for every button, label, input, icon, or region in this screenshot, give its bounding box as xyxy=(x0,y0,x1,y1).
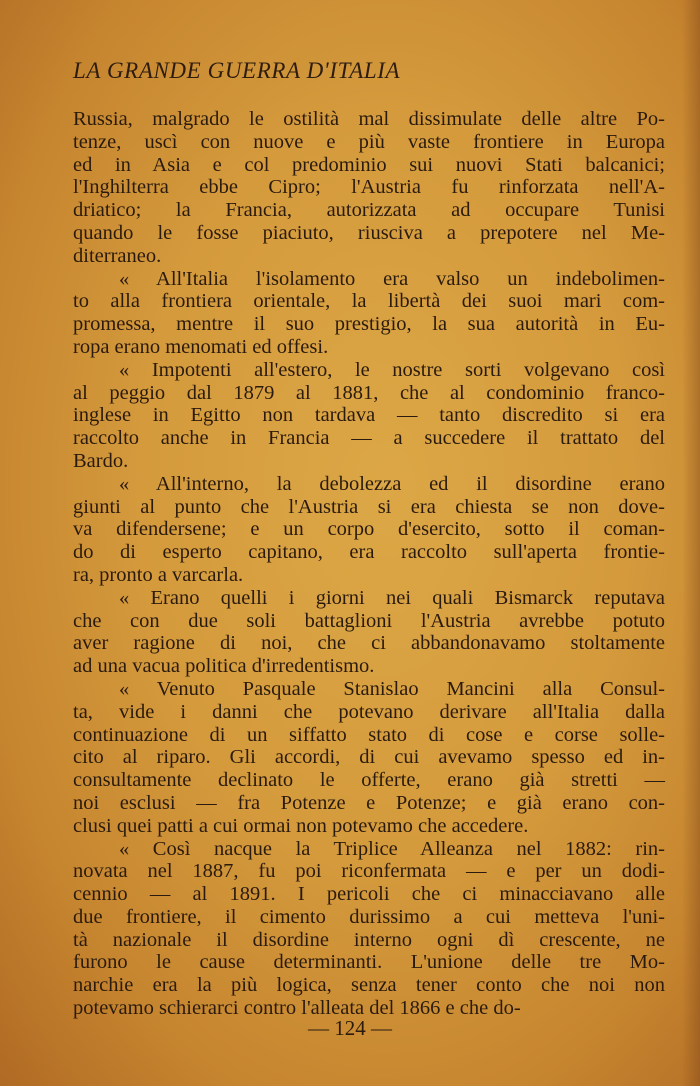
text-line: « Così nacque la Triplice Alleanza nel 1882: rin- xyxy=(119,837,665,860)
text-line: « Venuto Pasquale Stanislao Mancini alla Consul- xyxy=(119,677,665,700)
text-line: cennio — al 1891. I pericoli che ci minacciavano alle xyxy=(73,883,665,906)
text-line: Bardo. xyxy=(73,449,129,472)
text-line: potevamo schierarci contro l'alleata del 1866 e che do- xyxy=(73,997,521,1020)
text-line: ra, pronto a varcarla. xyxy=(73,563,244,586)
text-line: « All'Italia l'isolamento era valso un indebolimen- xyxy=(119,267,665,290)
text-line: do di esperto capitano, era raccolto sull'aperta frontie- xyxy=(73,541,665,564)
paragraph xyxy=(73,473,665,587)
paragraph xyxy=(73,108,665,268)
text-line: consultamente declinato le offerte, erano già stretti — xyxy=(73,769,665,792)
text-line: va difendersene; e un corpo d'esercito, sotto il coman- xyxy=(73,518,665,541)
page-number: — 124 — xyxy=(308,1016,392,1040)
text-line: driatico; la Francia, autorizzata ad occupare Tunisi xyxy=(73,199,665,222)
text-line: inglese in Egitto non tardava — tanto discredito si era xyxy=(73,404,665,427)
text-line: to alla frontiera orientale, la libertà dei suoi mari com- xyxy=(73,290,665,313)
text-line: ad una vacua politica d'irredentismo. xyxy=(73,655,375,678)
text-line: raccolto anche in Francia — a succedere il trattato del xyxy=(73,427,665,450)
text-line: clusi quei patti a cui ormai non potevamo che accedere. xyxy=(73,814,529,837)
text-line: al peggio dal 1879 al 1881, che al condominio franco- xyxy=(73,381,665,404)
text-line: diterraneo. xyxy=(73,244,162,267)
text-line: l'Inghilterra ebbe Cipro; l'Austria fu rinforzata nell'A- xyxy=(73,176,665,199)
text-line: aver ragione di noi, che ci abbandonavamo stoltamente xyxy=(73,632,665,655)
paragraph xyxy=(73,838,665,1020)
text-line: due frontiere, il cimento durissimo a cui metteva l'uni- xyxy=(73,905,665,928)
text-line: giunti al punto che l'Austria si era chiesta se non dove- xyxy=(73,495,665,518)
text-line: « Impotenti all'estero, le nostre sorti volgevano così xyxy=(119,358,665,381)
text-line: narchie era la più logica, senza tener conto che noi non xyxy=(73,974,665,997)
paragraph xyxy=(73,587,665,678)
paragraph xyxy=(73,268,665,359)
text-line: tenze, uscì con nuove e più vaste frontiere in Europa xyxy=(73,130,665,153)
text-line: « All'interno, la debolezza ed il disordine erano xyxy=(119,472,665,495)
text-line: cito al riparo. Gli accordi, di cui avevamo spesso ed in- xyxy=(73,746,665,769)
running-header: LA GRANDE GUERRA D'ITALIA xyxy=(73,58,401,83)
text-line: Russia, malgrado le ostilità mal dissimulate delle altre Po- xyxy=(73,108,665,130)
page-edge-shadow xyxy=(682,0,700,1086)
text-line: ropa erano menomati ed offesi. xyxy=(73,335,329,358)
paragraph xyxy=(73,359,665,473)
text-line: tà nazionale il disordine interno ogni dì crescente, ne xyxy=(73,928,665,951)
text-line: ed in Asia e col predominio sui nuovi Stati balcanici; xyxy=(73,153,665,176)
text-line: novata nel 1887, fu poi riconfermata — e per un dodi- xyxy=(73,860,665,883)
text-line: quando le fosse piaciuto, riusciva a prepotere nel Me- xyxy=(73,221,665,244)
text-line: ta, vide i danni che potevano derivare all'Italia dalla xyxy=(73,700,665,723)
paragraph xyxy=(73,678,665,838)
text-line: continuazione di un siffatto stato di cose e corse solle- xyxy=(73,723,665,746)
page-body-text xyxy=(73,108,665,1020)
text-line: noi esclusi — fra Potenze e Potenze; e già erano con- xyxy=(73,791,665,814)
text-line: promessa, mentre il suo prestigio, la sua autorità in Eu- xyxy=(73,313,665,336)
text-line: che con due soli battaglioni l'Austria avrebbe potuto xyxy=(73,609,665,632)
text-line: furono le cause determinanti. L'unione delle tre Mo- xyxy=(73,951,665,974)
text-line: « Erano quelli i giorni nei quali Bismarck reputava xyxy=(119,586,665,609)
